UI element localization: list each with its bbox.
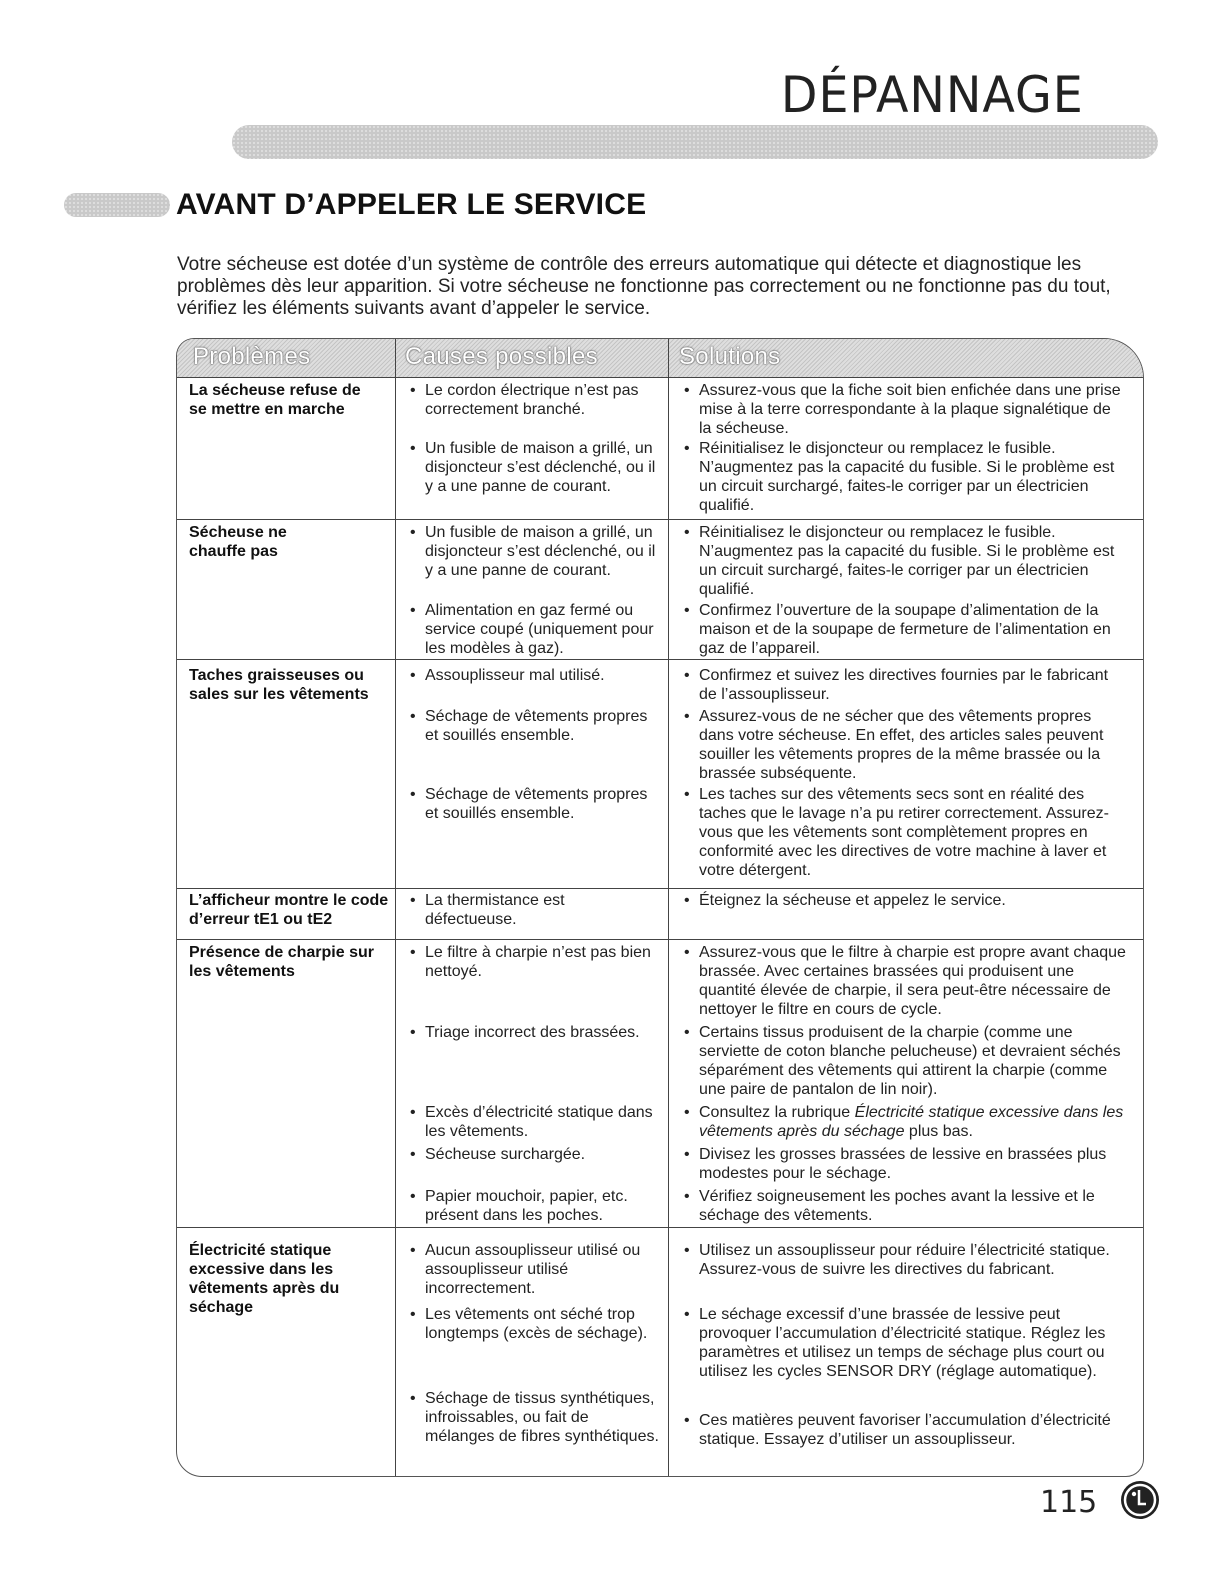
solution-item [699, 1103, 1127, 1141]
solution-item: • Le séchage excessif d’une brassée de lessive peut provoquer l’accumulation d’électricité statique. Réglez les paramètres et utilisez un temps de séchage plus court ou utilisez les cycles SENSOR DRY (réglage automatique). [699, 1305, 1131, 1381]
problem-cell: Électricité statique excessive dans les vêtements après du séchage [189, 1242, 340, 1316]
header-problems: Problèmes [193, 343, 311, 370]
solution-item: • Utilisez un assouplisseur pour réduire l’électricité statique. Assurez-vous de suivre les directives du fabricant. [699, 1241, 1127, 1279]
solution-item: • Les taches sur des vêtements secs sont en réalité des taches que le lavage n’a pu retirer correctement. Assurez-vous que les vêtements sont complètement propres en conformité avec les directives de votre machine à laver et votre détergent. [699, 785, 1127, 880]
cause-item: • Triage incorrect des brassées. [425, 1023, 657, 1042]
troubleshooting-table [176, 338, 1144, 1477]
cause-item: • Séchage de vêtements propres et souillés ensemble. [425, 707, 661, 745]
title-decor-bar [232, 125, 1158, 159]
solution-item: • Certains tissus produisent de la charpie (comme une serviette de coton blanche pelucheuse) et devraient séchés séparément des vêtements qui attirent la charpie (comme une paire de pantalon de lin noir). [699, 1023, 1127, 1099]
solution-item: • Réinitialisez le disjoncteur ou remplacez le fusible. N’augmentez pas la capacité du fusible. Si le problème est un circuit surchargé, faites-le corriger par un électricien qualifié. [699, 439, 1127, 515]
intro-paragraph: Votre sécheuse est dotée d’un système de contrôle des erreurs automatique qui détecte et diagnostique les problèmes dès leur apparition. Si votre sécheuse ne fonctionne pas correctement ou ne fonctionne pas du tout, vérifiez les éléments suivants avant d’appeler le service. [177, 254, 1111, 319]
cause-item: • Excès d’électricité statique dans les vêtements. [425, 1103, 657, 1141]
solution-item: • Confirmez et suivez les directives fournies par le fabricant de l’assouplisseur. [699, 666, 1127, 704]
column-divider [668, 339, 669, 1476]
solution-item: • Assurez-vous que la fiche soit bien enfichée dans une prise mise à la terre correspondante à la plaque signalétique de la sécheuse. [699, 381, 1127, 438]
solution-item: • Réinitialisez le disjoncteur ou remplacez le fusible. N’augmentez pas la capacité du fusible. Si le problème est un circuit surchargé, faites-le corriger par un électricien qualifié. [699, 523, 1127, 599]
problem-cell: La sécheuse refuse de se mettre en marche [189, 382, 361, 418]
page-title: DÉPANNAGE [781, 66, 1084, 124]
cause-item: • Un fusible de maison a grillé, un disjoncteur s’est déclenché, ou il y a une panne de courant. [425, 439, 657, 496]
cause-item: • Les vêtements ont séché trop longtemps (excès de séchage). [425, 1305, 657, 1343]
solution-item: • Ces matières peuvent favoriser l’accumulation d’électricité statique. Essayez d’utiliser un assouplisseur. [699, 1411, 1127, 1449]
problem-cell: Taches graisseuses ou sales sur les vêtements [189, 667, 369, 703]
row-divider [177, 939, 1143, 940]
table-header [177, 339, 1143, 377]
cause-item: • Aucun assouplisseur utilisé ou assouplisseur utilisé incorrectement. [425, 1241, 657, 1298]
solution-text: Consultez la rubrique [699, 1104, 851, 1121]
problem-cell: Sécheuse ne chauffe pas [189, 524, 287, 560]
problem-cell: L’afficheur montre le code d’erreur tE1 ou tE2 [189, 892, 389, 928]
solution-item: • Éteignez la sécheuse et appelez le service. [699, 891, 1127, 910]
solution-item: • Assurez-vous de ne sécher que des vêtements propres dans votre sécheuse. En effet, des articles sales peuvent souiller les vêtements propres de la même brassée ou la brassée subséquente. [699, 707, 1127, 783]
page-number: 115 [1040, 1485, 1098, 1520]
header-solutions: Solutions [679, 343, 781, 370]
cause-item: • Le cordon électrique n’est pas correctement branché. [425, 381, 657, 419]
row-divider [177, 659, 1143, 660]
row-divider [177, 1227, 1143, 1228]
problem-cell: Présence de charpie sur les vêtements [189, 944, 374, 980]
solution-item: • Confirmez l’ouverture de la soupape d’alimentation de la maison et de la soupape de fermeture de l’alimentation en gaz de l’appareil. [699, 601, 1127, 658]
brand-logo-icon [1120, 1480, 1160, 1520]
row-divider [177, 377, 1143, 378]
cause-item: • La thermistance est défectueuse. [425, 891, 657, 929]
solution-item: • Vérifiez soigneusement les poches avant la lessive et le séchage des vêtements. [699, 1187, 1127, 1225]
cause-item: • Assouplisseur mal utilisé. [425, 666, 657, 685]
solution-reference: Électricité statique excessive dans les vêtements après du séchage [699, 1104, 1124, 1140]
cause-item: • Alimentation en gaz fermé ou service coupé (uniquement pour les modèles à gaz). [425, 601, 657, 658]
cause-item: • Le filtre à charpie n’est pas bien nettoyé. [425, 943, 657, 981]
cause-item: • Un fusible de maison a grillé, un disjoncteur s’est déclenché, ou il y a une panne de courant. [425, 523, 657, 580]
cause-item: • Sécheuse surchargée. [425, 1145, 657, 1164]
cause-item: • Séchage de tissus synthétiques, infroissables, ou fait de mélanges de fibres synthétiques. [425, 1389, 661, 1446]
row-divider [177, 888, 1143, 889]
solution-text: plus bas. [908, 1123, 973, 1140]
header-causes: Causes possibles [405, 343, 598, 370]
section-decor-pill [64, 193, 170, 217]
cause-item: • Séchage de vêtements propres et souillés ensemble. [425, 785, 661, 823]
section-title: AVANT D’APPELER LE SERVICE [176, 188, 647, 221]
cause-item: • Papier mouchoir, papier, etc. présent dans les poches. [425, 1187, 657, 1225]
solution-item: • Divisez les grosses brassées de lessive en brassées plus modestes pour le séchage. [699, 1145, 1127, 1183]
column-divider [395, 339, 396, 1476]
row-divider [177, 519, 1143, 520]
solution-item: • Assurez-vous que le filtre à charpie est propre avant chaque brassée. Avec certaines brassées qui produisent une quantité élevée de charpie, il sera peut-être nécessaire de nettoyer le filtre en cours de cycle. [699, 943, 1127, 1019]
